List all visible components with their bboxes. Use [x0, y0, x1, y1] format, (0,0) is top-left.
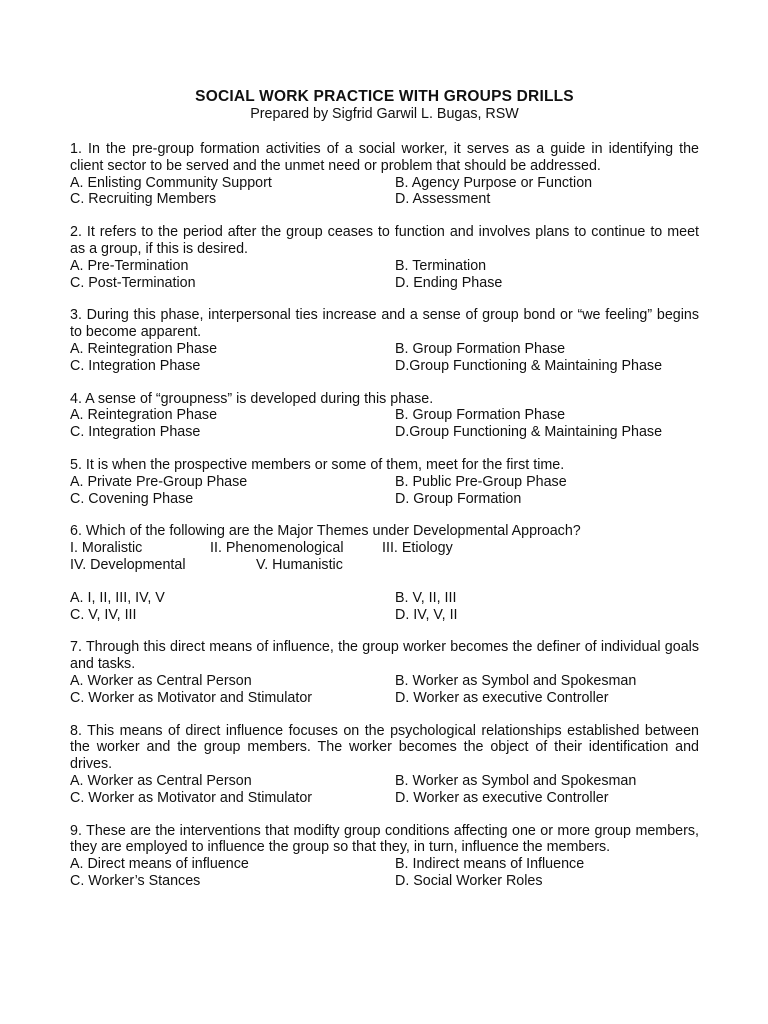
options-grid — [70, 673, 699, 707]
question-1 — [70, 141, 699, 208]
option-c: C. Covening Phase — [70, 490, 194, 507]
question-8 — [70, 723, 699, 807]
option-c: C. Worker’s Stances — [70, 872, 201, 889]
question-stem: 7. Through this direct means of influence, the group worker becomes the definer of individual goals and tasks. — [70, 639, 699, 673]
option-b: B. Group Formation Phase — [395, 407, 566, 424]
question-5 — [70, 457, 699, 507]
options-grid — [70, 341, 699, 375]
document-page — [70, 87, 699, 906]
option-c: C. Worker as Motivator and Stimulator — [70, 689, 313, 706]
theme-item: IV. Developmental — [70, 556, 186, 573]
option-d: D.Group Functioning & Maintaining Phase — [395, 424, 663, 441]
option-c: C. Worker as Motivator and Stimulator — [70, 789, 313, 806]
option-a: A. Enlisting Community Support — [70, 174, 272, 191]
question-3 — [70, 307, 699, 374]
option-b: B. Group Formation Phase — [395, 340, 566, 357]
options-grid — [70, 258, 699, 292]
options-grid — [70, 474, 699, 508]
options-grid — [70, 175, 699, 209]
options-grid — [70, 590, 699, 624]
option-d: D. Ending Phase — [395, 274, 503, 291]
question-stem: 3. During this phase, interpersonal ties increase and a sense of group bond or “we feeling” begins to become apparent. — [70, 307, 699, 341]
theme-item: III. Etiology — [382, 540, 453, 557]
options-grid — [70, 773, 699, 807]
option-d: D.Group Functioning & Maintaining Phase — [395, 357, 663, 374]
question-2 — [70, 224, 699, 291]
question-stem: 1. In the pre-group formation activities of a social worker, it serves as a guide in identifying the client sector to be served and the unmet need or problem that should be addressed. — [70, 141, 699, 174]
option-c: C. Post-Termination — [70, 274, 196, 291]
option-d: D. IV, V, II — [395, 606, 458, 623]
option-a: A. Private Pre-Group Phase — [70, 473, 248, 490]
option-a: A. Pre-Termination — [70, 257, 189, 274]
document-subtitle: Prepared by Sigfrid Garwil L. Bugas, RSW — [250, 106, 519, 122]
theme-item: II. Phenomenological — [210, 540, 344, 557]
option-b: B. Indirect means of Influence — [395, 856, 585, 873]
option-b: B. Worker as Symbol and Spokesman — [395, 772, 637, 789]
options-grid — [70, 856, 699, 890]
option-b: B. Public Pre-Group Phase — [395, 473, 567, 490]
question-7 — [70, 639, 699, 706]
option-d: D. Assessment — [395, 191, 491, 208]
question-stem: 5. It is when the prospective members or some of them, meet for the first time. — [70, 456, 565, 473]
option-a: A. Reintegration Phase — [70, 340, 218, 357]
option-a: A. Worker as Central Person — [70, 772, 252, 789]
themes-row — [70, 557, 699, 574]
question-9 — [70, 823, 699, 890]
question-4 — [70, 391, 699, 441]
option-d: D. Social Worker Roles — [395, 872, 543, 889]
option-d: D. Group Formation — [395, 490, 522, 507]
option-b: B. Agency Purpose or Function — [395, 174, 593, 191]
option-b: B. V, II, III — [395, 589, 457, 606]
option-c: C. V, IV, III — [70, 606, 137, 623]
option-a: A. Reintegration Phase — [70, 407, 218, 424]
theme-item: V. Humanistic — [256, 556, 343, 573]
question-stem: 4. A sense of “groupness” is developed during this phase. — [70, 390, 434, 407]
option-b: B. Termination — [395, 257, 487, 274]
question-stem: 8. This means of direct influence focuses on the psychological relationships established between the worker and the group members. The worker becomes the object of their identification and drives. — [70, 722, 699, 773]
question-stem: 9. These are the interventions that modifty group conditions affecting one or more group members, they are employed to influence the group so that they, in turn, influence the members. — [70, 822, 699, 856]
themes-row — [70, 540, 699, 557]
option-a: A. Direct means of influence — [70, 856, 249, 873]
themes-list — [70, 540, 699, 574]
document-title: SOCIAL WORK PRACTICE WITH GROUPS DRILLS — [195, 88, 574, 105]
question-stem: 6. Which of the following are the Major Themes under Developmental Approach? — [70, 523, 581, 540]
option-a: A. I, II, III, IV, V — [70, 589, 165, 606]
option-d: D. Worker as executive Controller — [395, 789, 609, 806]
question-stem: 2. It refers to the period after the group ceases to function and involves plans to continue to meet as a group, if this is desired. — [70, 224, 699, 257]
options-grid — [70, 407, 699, 441]
option-c: C. Recruiting Members — [70, 191, 217, 208]
option-a: A. Worker as Central Person — [70, 672, 252, 689]
option-c: C. Integration Phase — [70, 357, 201, 374]
option-b: B. Worker as Symbol and Spokesman — [395, 672, 637, 689]
option-c: C. Integration Phase — [70, 424, 201, 441]
option-d: D. Worker as executive Controller — [395, 689, 609, 706]
theme-item: I. Moralistic — [70, 540, 143, 557]
question-6 — [70, 523, 699, 623]
